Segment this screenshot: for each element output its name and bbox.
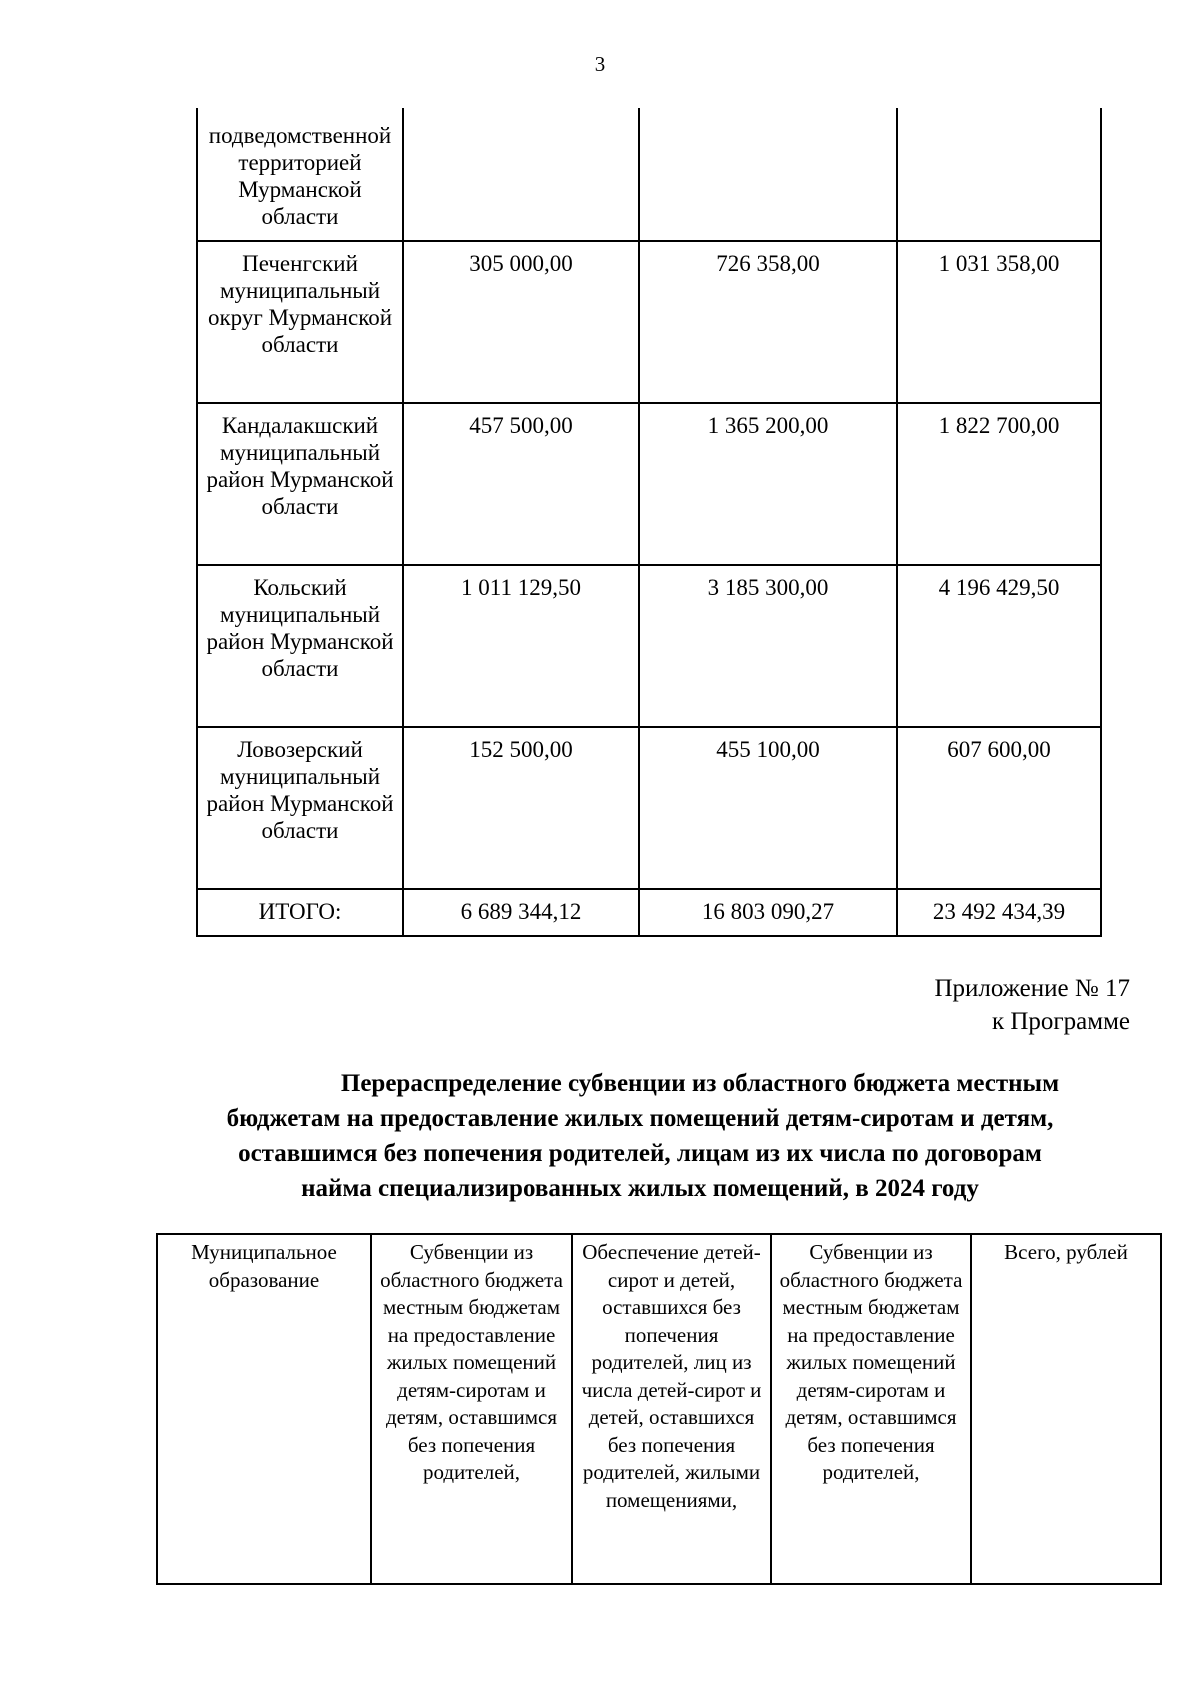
amount-cell: 1 011 129,50 xyxy=(403,565,639,727)
column-header: Муниципальное образование xyxy=(157,1234,371,1584)
total-cell: 23 492 434,39 xyxy=(897,889,1101,936)
subvention-table-continued xyxy=(196,108,1102,937)
title-line: Перераспределение субвенции из областного бюджета местным xyxy=(340,1070,1060,1097)
page-number: 3 xyxy=(594,52,606,76)
total-row xyxy=(197,889,1101,936)
table-header-row xyxy=(157,1234,1161,1584)
annex-reference: к Программе xyxy=(991,1008,1130,1035)
title-line: найма специализированных жилых помещений, в 2024 году xyxy=(301,1175,979,1202)
amount-cell: 726 358,00 xyxy=(639,241,897,403)
column-header: Всего, рублей xyxy=(971,1234,1161,1584)
column-header: Субвенции из областного бюджета местным бюджетам на предоставление жилых помещений детям-сиротам и детям, оставшимся без попечения родителей, xyxy=(771,1234,971,1584)
column-header: Обеспечение детей-сирот и детей, оставшихся без попечения родителей, лиц из числа детей-сирот и детей, оставшихся без попечения родителей, жилыми помещениями, xyxy=(572,1234,771,1584)
total-cell: 4 196 429,50 xyxy=(897,565,1101,727)
column-header: Субвенции из областного бюджета местным бюджетам на предоставление жилых помещений детям-сиротам и детям, оставшимся без попечения родителей, xyxy=(371,1234,572,1584)
municipality-name-cell: Кандалакшский муниципальный район Мурманской области xyxy=(197,403,403,565)
amount-cell: 16 803 090,27 xyxy=(639,889,897,936)
amount-cell: 455 100,00 xyxy=(639,727,897,889)
amount-cell: 3 185 300,00 xyxy=(639,565,897,727)
title-line: оставшимся без попечения родителей, лицам из их числа по договорам xyxy=(238,1140,1042,1167)
amount-cell: 305 000,00 xyxy=(403,241,639,403)
table-row xyxy=(197,241,1101,403)
municipality-name-cell: подведомственной территорией Мурманской области xyxy=(197,108,403,241)
redistribution-table xyxy=(156,1233,1162,1585)
table-row xyxy=(197,403,1101,565)
amount-cell: 457 500,00 xyxy=(403,403,639,565)
title-line: бюджетам на предоставление жилых помещений детям-сиротам и детям, xyxy=(226,1105,1054,1132)
amount-cell: 1 365 200,00 xyxy=(639,403,897,565)
total-label: ИТОГО: xyxy=(197,889,403,936)
amount-cell: 6 689 344,12 xyxy=(403,889,639,936)
total-cell: 1 031 358,00 xyxy=(897,241,1101,403)
municipality-name-cell: Печенгский муниципальный округ Мурманской области xyxy=(197,241,403,403)
annex-number: Приложение № 17 xyxy=(934,975,1130,1002)
total-cell: 1 822 700,00 xyxy=(897,403,1101,565)
municipality-name-cell: Ловозерский муниципальный район Мурманской области xyxy=(197,727,403,889)
table-row xyxy=(197,727,1101,889)
amount-cell: 152 500,00 xyxy=(403,727,639,889)
table-row xyxy=(197,565,1101,727)
municipality-name-cell: Кольский муниципальный район Мурманской области xyxy=(197,565,403,727)
document-title xyxy=(170,1066,1110,1206)
total-cell: 607 600,00 xyxy=(897,727,1101,889)
annex-heading xyxy=(934,972,1130,1038)
table-row xyxy=(197,108,1101,241)
